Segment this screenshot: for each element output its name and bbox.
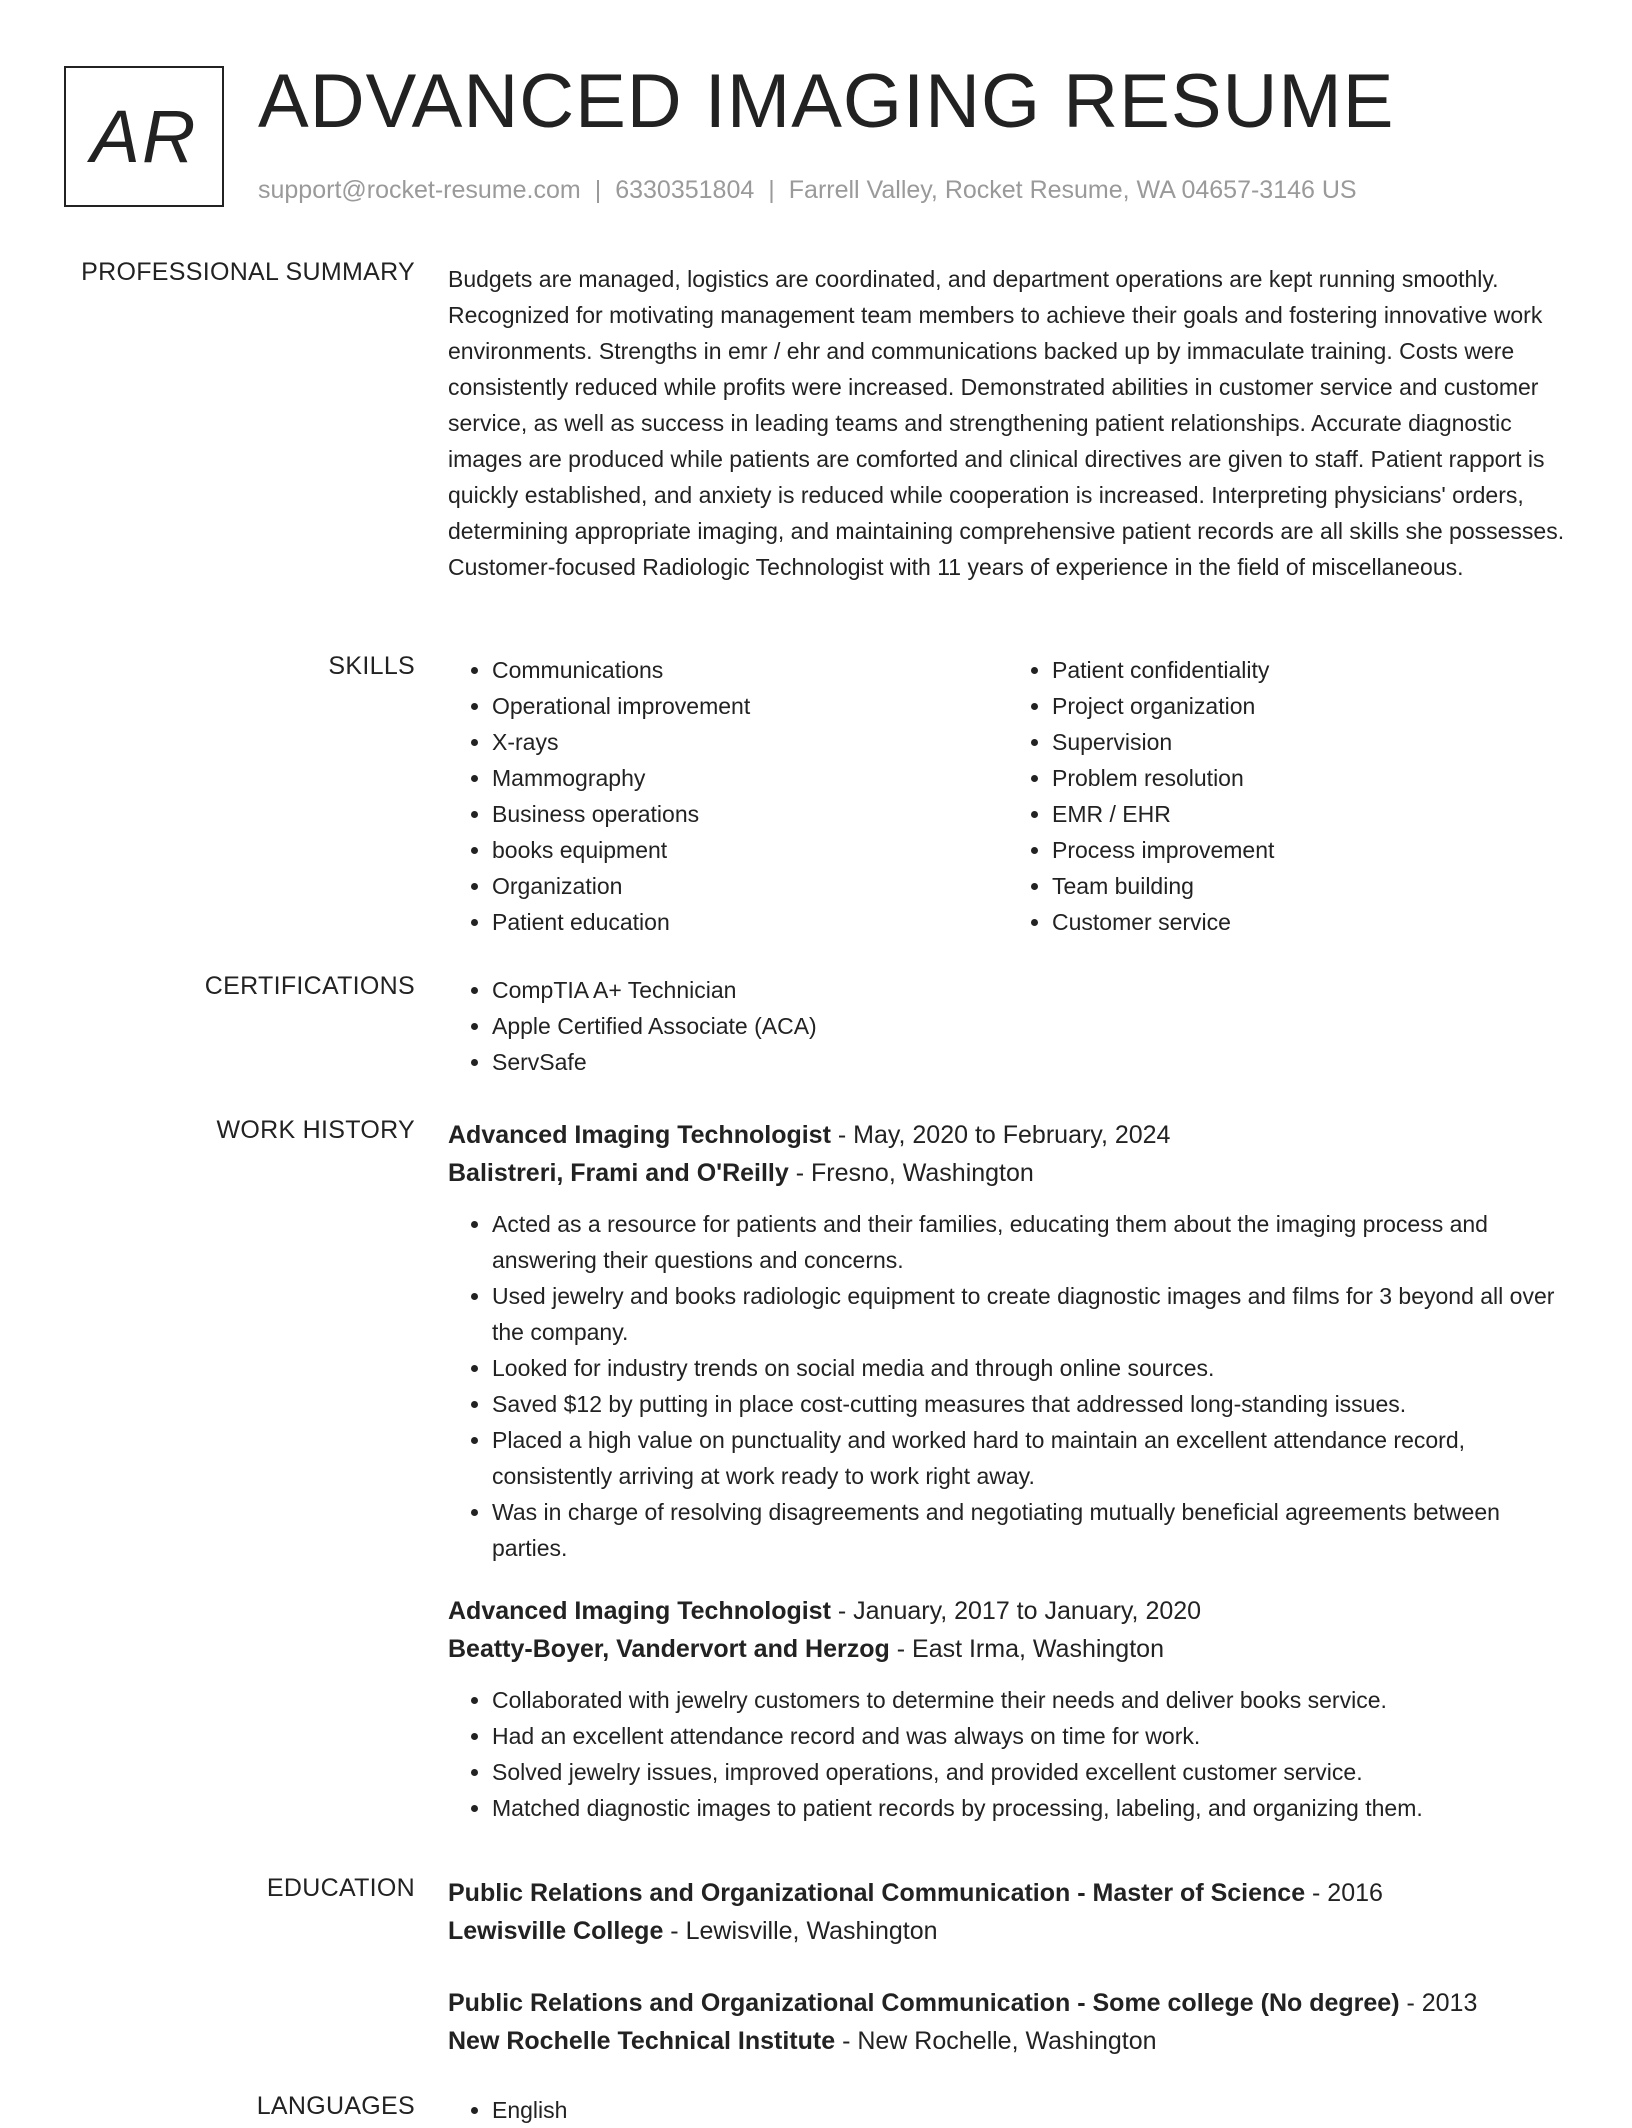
list-item: • Patient confidentiality: [1052, 652, 1568, 688]
list-item: • Acted as a resource for patients and their families, educating them about the imaging process and answering their questions and concerns.: [492, 1206, 1568, 1278]
education-entry: [448, 1874, 1568, 1950]
job-company-line: [448, 1630, 1568, 1668]
list-item: • Project organization: [1052, 688, 1568, 724]
summary-text: Budgets are managed, logistics are coordinated, and department operations are kept running smoothly. Recognized for motivating management team members to achieve their goals and fostering innovative work environments. Strengths in emr / ehr and communications backed up by immaculate training. Costs were consistently reduced while profits were increased. Demonstrated abilities in customer service and customer service, as well as success in leading teams and strengthening patient relationships. Accurate diagnostic images are produced while patients are comforted and clinical directives are given to staff. Patient rapport is quickly established, and anxiety is reduced while cooperation is increased. Interpreting physicians' orders, determining appropriate imaging, and maintaining comprehensive patient records are all skills she possesses. Customer-focused Radiologic Technologist with 11 years of experience in the field of miscellaneous.: [448, 266, 1565, 580]
job-entry: [448, 1592, 1568, 1826]
list-item: • English: [492, 2092, 1568, 2128]
skills-heading: SKILLS: [328, 652, 415, 680]
list-item: • ServSafe: [492, 1044, 1568, 1080]
contact-email[interactable]: support@rocket-resume.com: [258, 176, 581, 204]
summary-heading: PROFESSIONAL SUMMARY: [81, 258, 415, 286]
job-bullets: [448, 1682, 1568, 1826]
list-item: • Solved jewelry issues, improved operations, and provided excellent customer service.: [492, 1754, 1568, 1790]
education-school-line: [448, 2022, 1568, 2060]
list-item: • Business operations: [492, 796, 1008, 832]
job-title-line: [448, 1116, 1568, 1154]
job-company-line: [448, 1154, 1568, 1192]
job-location: - Fresno, Washington: [788, 1159, 1034, 1187]
list-item: • Patient education: [492, 904, 1008, 940]
education-location: - New Rochelle, Washington: [835, 2027, 1157, 2055]
education-degree-line: [448, 1874, 1568, 1912]
list-item: • Organization: [492, 868, 1008, 904]
job-title: Advanced Imaging Technologist: [448, 1121, 831, 1149]
contact-line: [258, 176, 1357, 205]
skills-list-right: [1008, 652, 1568, 940]
list-item: • Placed a high value on punctuality and worked hard to maintain an excellent attendance record, consistently arriving at work ready to work right away.: [492, 1422, 1568, 1494]
education-school: Lewisville College: [448, 1917, 664, 1945]
list-item: • Team building: [1052, 868, 1568, 904]
list-item: • Customer service: [1052, 904, 1568, 940]
education-location: - Lewisville, Washington: [663, 1917, 938, 1945]
education-year: - 2013: [1399, 1989, 1478, 2017]
job-dates: - May, 2020 to February, 2024: [830, 1121, 1171, 1149]
work-history-heading: WORK HISTORY: [216, 1116, 415, 1144]
contact-phone[interactable]: 6330351804: [615, 176, 755, 204]
list-item: • EMR / EHR: [1052, 796, 1568, 832]
languages-list: [448, 2092, 1568, 2128]
list-item: • Process improvement: [1052, 832, 1568, 868]
list-item: • Collaborated with jewelry customers to determine their needs and deliver books service.: [492, 1682, 1568, 1718]
contact-separator: |: [594, 176, 602, 204]
education-degree: Public Relations and Organizational Communication - Some college (No degree): [448, 1989, 1400, 2017]
list-item: • Operational improvement: [492, 688, 1008, 724]
languages-heading: LANGUAGES: [256, 2092, 415, 2120]
certifications-heading: CERTIFICATIONS: [204, 972, 415, 1000]
contact-address: Farrell Valley, Rocket Resume, WA 04657-3146 US: [788, 176, 1357, 204]
contact-separator: |: [768, 176, 775, 204]
list-item: • books equipment: [492, 832, 1008, 868]
job-bullets: [448, 1206, 1568, 1566]
resume-header: [64, 59, 1564, 216]
certifications-list: [448, 972, 1568, 1080]
list-item: • Mammography: [492, 760, 1008, 796]
job-title-line: [448, 1592, 1568, 1630]
list-item: • Used jewelry and books radiologic equipment to create diagnostic images and films for 3 beyond all over the company.: [492, 1278, 1568, 1350]
job-company: Balistreri, Frami and O'Reilly: [448, 1159, 789, 1187]
skills-list-left: [448, 652, 1008, 940]
education-school-line: [448, 1912, 1568, 1950]
list-item: • Was in charge of resolving disagreements and negotiating mutually beneficial agreements between parties.: [492, 1494, 1568, 1566]
education-degree-line: [448, 1984, 1568, 2022]
list-item: • Communications: [492, 652, 1008, 688]
list-item: • Apple Certified Associate (ACA): [492, 1008, 1568, 1044]
resume-title: ADVANCED IMAGING RESUME: [258, 59, 1395, 144]
list-item: • Looked for industry trends on social media and through online sources.: [492, 1350, 1568, 1386]
list-item: • Problem resolution: [1052, 760, 1568, 796]
education-school: New Rochelle Technical Institute: [448, 2027, 836, 2055]
monogram-badge: AR: [64, 66, 224, 207]
job-dates: - January, 2017 to January, 2020: [830, 1597, 1202, 1625]
list-item: • Had an excellent attendance record and was always on time for work.: [492, 1718, 1568, 1754]
job-location: - East Irma, Washington: [889, 1635, 1164, 1663]
list-item: • X-rays: [492, 724, 1008, 760]
job-title: Advanced Imaging Technologist: [448, 1597, 831, 1625]
education-degree: Public Relations and Organizational Communication - Master of Science: [448, 1879, 1306, 1907]
list-item: • Saved $12 by putting in place cost-cutting measures that addressed long-standing issues.: [492, 1386, 1568, 1422]
job-company: Beatty-Boyer, Vandervort and Herzog: [448, 1635, 890, 1663]
job-entry: [448, 1116, 1568, 1566]
education-heading: EDUCATION: [266, 1874, 415, 1902]
education-entry: [448, 1984, 1568, 2060]
education-year: - 2016: [1305, 1879, 1383, 1907]
list-item: • Supervision: [1052, 724, 1568, 760]
list-item: • CompTIA A+ Technician: [492, 972, 1568, 1008]
list-item: • Matched diagnostic images to patient records by processing, labeling, and organizing them.: [492, 1790, 1568, 1826]
